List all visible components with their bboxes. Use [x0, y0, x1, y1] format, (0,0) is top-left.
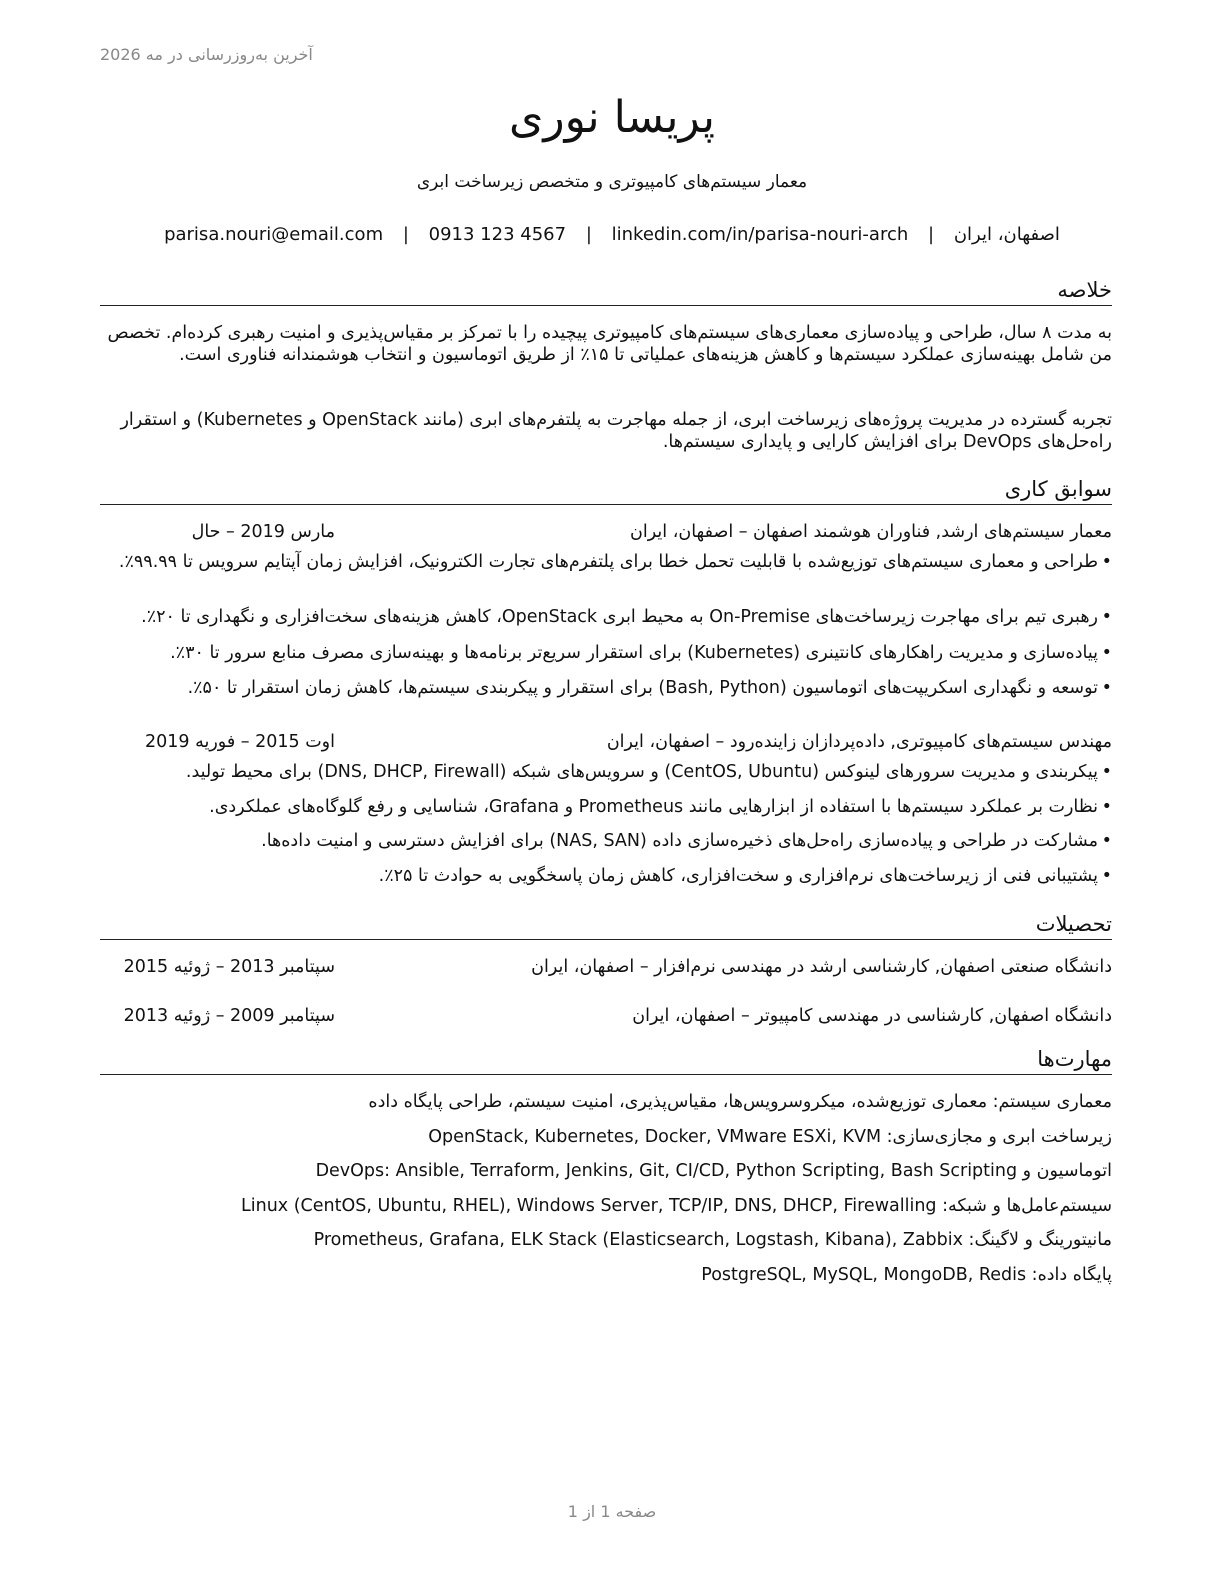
section-title-skills: مهارت‌ها: [100, 1045, 1112, 1075]
bullet-icon: •: [1101, 552, 1112, 572]
job-bullet: •پشتیبانی فنی از زیرساخت‌های نرم‌افزاری و سخت‌افزاری، کاهش زمان پاسخگویی به حوادث تا ۲۵٪.: [378, 866, 1112, 886]
bullet-icon: •: [1101, 678, 1112, 698]
bullet-icon: •: [1101, 831, 1112, 851]
education-dates: سپتامبر 2013 – ژوئیه 2015: [123, 957, 335, 977]
contact-line: [0, 224, 1224, 245]
job-dates: مارس 2019 – حال: [191, 522, 335, 542]
education-degree: دانشگاه صنعتی اصفهان, کارشناسی ارشد در مهندسی نرم‌افزار – اصفهان، ایران: [531, 957, 1112, 977]
section-title-experience: سوابق کاری: [100, 475, 1112, 505]
bullet-icon: •: [1101, 607, 1112, 627]
skill-line: مانیتورینگ و لاگینگ: Prometheus, Grafana, ELK Stack (Elasticsearch, Logstash, Kibana), Zabbix: [313, 1230, 1112, 1250]
education-degree: دانشگاه اصفهان, کارشناسی در مهندسی کامپیوتر – اصفهان، ایران: [632, 1006, 1112, 1026]
job-title: معمار سیستم‌های ارشد, فناوران هوشمند اصفهان – اصفهان، ایران: [630, 522, 1112, 542]
contact-phone: 0913 123 4567: [428, 224, 567, 245]
skill-line: زیرساخت ابری و مجازی‌سازی: OpenStack, Kubernetes, Docker, VMware ESXi, KVM: [428, 1127, 1112, 1147]
section-title-summary: خلاصه: [100, 276, 1112, 306]
contact-separator: |: [585, 224, 592, 245]
summary-paragraph: به مدت ۸ سال، طراحی و پیاده‌سازی معماری‌های سیستم‌های کامپیوتری پیچیده را با تمرکز بر مقیاس‌پذیری و امنیت رهبری کرده‌ام. تخصص من شامل بهینه‌سازی عملکرد سیستم‌ها و کاهش هزینه‌های عملیاتی تا ۱۵٪ از طریق اتوماسیون و انتخاب هوشمندانه فناوری است.: [107, 323, 1112, 365]
skill-line: معماری سیستم: معماری توزیع‌شده، میکروسرویس‌ها، مقیاس‌پذیری، امنیت سیستم، طراحی پایگاه داده: [368, 1092, 1112, 1112]
bullet-icon: •: [1101, 797, 1112, 817]
job-bullet: •پیکربندی و مدیریت سرورهای لینوکس (CentOS, Ubuntu) و سرویس‌های شبکه (DNS, DHCP, Firewall) برای محیط تولید.: [185, 762, 1112, 782]
contact-separator: |: [402, 224, 409, 245]
skill-line: سیستم‌عامل‌ها و شبکه: Linux (CentOS, Ubuntu, RHEL), Windows Server, TCP/IP, DNS, DHCP, Firewalling: [241, 1196, 1112, 1216]
education-item: [100, 955, 1112, 979]
resume-name: پریسا نوری: [508, 92, 716, 143]
summary-paragraph: تجربه گسترده در مدیریت پروژه‌های زیرساخت ابری، از جمله مهاجرت به پلتفرم‌های ابری (مانند OpenStack و Kubernetes) و استقرار راه‌حل‌های DevOps برای افزایش کارایی و پایداری سیستم‌ها.: [120, 410, 1112, 452]
bullet-icon: •: [1101, 762, 1112, 782]
skill-line: پایگاه داده: PostgreSQL, MySQL, MongoDB, Redis: [701, 1265, 1112, 1285]
bullet-icon: •: [1101, 643, 1112, 663]
job-bullet: •رهبری تیم برای مهاجرت زیرساخت‌های On-Premise به محیط ابری OpenStack، کاهش هزینه‌های سخت‌افزاری و نگهداری تا ۲۰٪.: [141, 607, 1112, 627]
section-title-education: تحصیلات: [100, 910, 1112, 940]
job-title: مهندس سیستم‌های کامپیوتری, داده‌پردازان زاینده‌رود – اصفهان، ایران: [606, 732, 1112, 752]
job-bullet: •مشارکت در طراحی و پیاده‌سازی راه‌حل‌های ذخیره‌سازی داده (NAS, SAN) برای افزایش دسترسی و امنیت داده‌ها.: [261, 831, 1112, 851]
job-bullet: •طراحی و معماری سیستم‌های توزیع‌شده با قابلیت تحمل خطا برای پلتفرم‌های تجارت الکترونیک، افزایش زمان آپتایم سرویس تا ۹۹.۹۹٪.: [118, 552, 1112, 572]
job-bullet: •نظارت بر عملکرد سیستم‌ها با استفاده از ابزارهایی مانند Prometheus و Grafana، شناسایی و رفع گلوگاه‌های عملکردی.: [209, 797, 1112, 817]
contact-separator: |: [928, 224, 935, 245]
page-number: صفحه 1 از 1: [567, 1502, 657, 1521]
contact-linkedin[interactable]: linkedin.com/in/parisa-nouri-arch: [611, 224, 909, 245]
job-bullet: •پیاده‌سازی و مدیریت راهکارهای کانتینری (Kubernetes) برای استقرار سریع‌تر برنامه‌ها و بهینه‌سازی مصرف منابع سرور تا ۳۰٪.: [170, 643, 1112, 663]
skill-line: اتوماسیون و DevOps: Ansible, Terraform, Jenkins, Git, CI/CD, Python Scripting, Bash Scripting: [315, 1161, 1112, 1181]
job-header: [100, 520, 1112, 544]
job-dates: اوت 2015 – فوریه 2019: [144, 732, 335, 752]
job-bullet: •توسعه و نگهداری اسکریپت‌های اتوماسیون (Bash, Python) برای استقرار و پیکربندی سیستم‌ها، کاهش زمان استقرار تا ۵۰٪.: [187, 678, 1112, 698]
last-updated-note: آخرین به‌روزرسانی در مه 2026: [100, 45, 313, 64]
education-dates: سپتامبر 2009 – ژوئیه 2013: [123, 1006, 335, 1026]
contact-location: اصفهان، ایران: [953, 224, 1060, 245]
job-header: [100, 730, 1112, 754]
bullet-icon: •: [1101, 866, 1112, 886]
contact-email[interactable]: parisa.nouri@email.com: [164, 224, 384, 245]
education-item: [100, 1004, 1112, 1028]
resume-tagline: معمار سیستم‌های کامپیوتری و متخصص زیرساخت ابری: [416, 172, 808, 192]
